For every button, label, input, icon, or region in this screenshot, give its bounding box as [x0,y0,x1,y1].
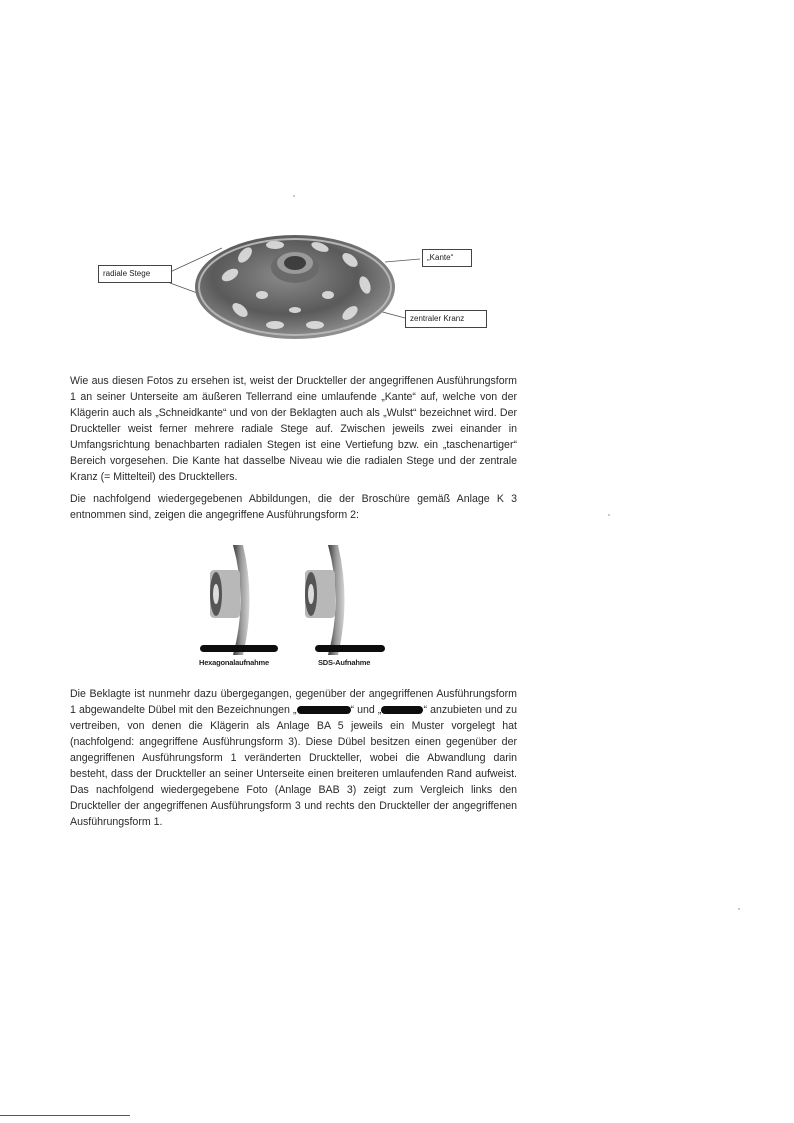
redaction-bar [200,645,278,652]
callout-radiale-stege [98,265,172,283]
paragraph-1: Wie aus diesen Fotos zu ersehen ist, weist der Druckteller der angegriffenen Ausführungsform 1 an seiner Unterseite am äußeren Tellerrand eine umlaufende „Kante“ auf, welche von der Klägerin auch als „Schneidkante“ und von der Beklagten auch als „Wulst“ bezeichnet wird. Der Druckteller weist ferner mehrere radiale Stege auf. Zwischen jeweils zwei einander in Umfangsrichtung benachbarten radialen Stegen ist eine Vertiefung bzw. ein „taschenartiger“ Bereich vorgesehen. Die Kante hat dasselbe Niveau wie die radialen Stege und der zentrale Kranz (= Mittelteil) des Drucktellers. [70,375,517,483]
scan-artifact [738,908,740,910]
footer-line [0,1115,130,1116]
redaction-bar [297,706,351,714]
redaction-bar [315,645,385,652]
callout-zentraler-kranz [405,310,487,328]
callout-label: zentraler Kranz [410,314,465,323]
anchor-right [305,545,345,655]
callout-label: radiale Stege [103,269,151,278]
press-plate-underside-photo [190,225,400,345]
callout-kante [422,249,472,267]
anchor-left [210,545,250,655]
paragraph-3 [70,686,517,830]
redaction-bar [381,706,423,714]
caption-hexagonalaufnahme: Hexagonalaufnahme [199,658,269,667]
paragraph-3-part-3: “ anzubieten und zu vertreiben, von denen die Klägerin als Anlage BA 5 jeweils ein Muster vorgelegt hat (nachfolgend: angegriffene Ausführungsform 3). Diese Dübel besitzen einen gegenüber der angegriffenen Ausführungsform 1 veränderten Druckteller, wobei die Abwandlung darin besteht, dass der Druckteller an seiner Unterseite einen breiteren umlaufenden Rand aufweist. Das nachfolgend wiedergegebene Foto (Anlage BAB 3) zeigt zum Vergleich links den Druckteller der angegriffenen Ausführungsform 3 und rechts den Druckteller der angegriffenen Ausführungsform 1. [70,704,517,828]
caption-sds-aufnahme: SDS-Aufnahme [318,658,371,667]
paragraph-3-part-2: “ und „ [350,704,382,716]
scan-artifact [293,195,295,197]
paragraph-2: Die nachfolgend wiedergegebenen Abbildungen, die der Broschüre gemäß Anlage K 3 entnommen sind, zeigen die angegriffene Ausführungsform 2: [70,493,517,521]
callout-label: „Kante“ [427,253,454,262]
paragraph-3-part-1: Die Beklagte ist nunmehr dazu übergegangen, gegenüber der angegriffenen Ausführungsform 1 abgewandelte Dübel mit den Bezeichnungen „ [70,688,517,716]
scan-artifact [608,514,610,516]
